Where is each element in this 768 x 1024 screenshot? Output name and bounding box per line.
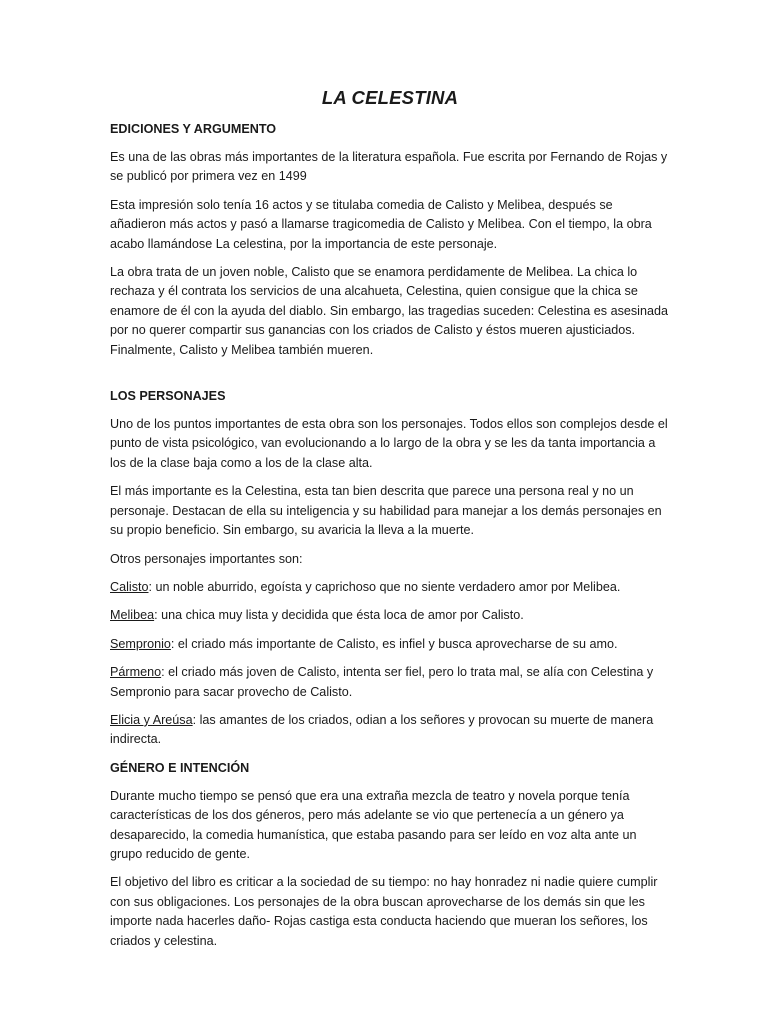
character-name: Elicia y Areúsa bbox=[110, 712, 193, 727]
character-name: Calisto bbox=[110, 579, 149, 594]
paragraph-ediciones-3: La obra trata de un joven noble, Calisto que se enamora perdidamente de Melibea. La chica lo rechaza y él contrata los servicios de una alcahueta, Celestina, quien consigue que la chica se enamore de él con la ayuda del diablo. Sin embargo, las tragedias suceden: Celestina es asesinada por no querer compartir sus ganancias con los criados de Calisto y éstos mueren ajusticiados. Finalmente, Calisto y Melibea también mueren. bbox=[110, 265, 668, 357]
character-name: Melibea bbox=[110, 608, 155, 623]
paragraph-genero-2: El objetivo del libro es criticar a la sociedad de su tiempo: no hay honradez ni nadie quiere cumplir con sus obligaciones. Los personajes de la obra buscan aprovecharse de los demás sin que les importe nada hacerles daño- Rojas castiga esta conducta haciendo que mueran los señores, los criados y celestina. bbox=[110, 875, 658, 948]
character-name: Pármeno bbox=[110, 665, 162, 680]
paragraph-personajes-2: El más importante es la Celestina, esta tan bien descrita que parece una persona real y no un personaje. Destacan de ella su inteligencia y su habilidad para manejar a los demás personajes en su propio beneficio. Sin embargo, su avaricia la lleva a la muerte. bbox=[110, 484, 662, 538]
document-page bbox=[110, 86, 670, 960]
paragraph-genero-1: Durante mucho tiempo se pensó que era una extraña mezcla de teatro y novela porque tenía características de los dos géneros, pero más adelante se vio que pertenecía a un género ya desaparecido, la comedia humanística, que estaba pasando para ser leído en voz alta ante un grupo reducido de gente. bbox=[110, 788, 637, 861]
section-spacer bbox=[110, 369, 670, 387]
character-description: : una chica muy lista y decidida que ésta loca de amor por Calisto. bbox=[154, 608, 524, 623]
character-entry-sempronio bbox=[110, 635, 670, 654]
paragraph-personajes-3: Otros personajes importantes son: bbox=[110, 551, 303, 566]
character-description: : el criado más importante de Calisto, es infiel y busca aprovecharse de su amo. bbox=[170, 636, 618, 651]
character-entry-calisto bbox=[110, 578, 670, 597]
character-entry-parmeno bbox=[110, 663, 670, 702]
character-entry-elicia-areusa bbox=[110, 711, 670, 750]
section-heading-genero: GÉNERO E INTENCIÓN bbox=[110, 760, 250, 775]
character-entry-melibea bbox=[110, 606, 670, 625]
paragraph-ediciones-2: Esta impresión solo tenía 16 actos y se titulaba comedia de Calisto y Melibea, después se añadieron más actos y pasó a llamarse tragicomedia de Calisto y Melibea. Con el tiempo, la obra acabo llamándose La celestina, por la importancia de este personaje. bbox=[110, 197, 652, 251]
section-heading-ediciones: EDICIONES Y ARGUMENTO bbox=[110, 122, 277, 136]
paragraph-personajes-1: Uno de los puntos importantes de esta obra son los personajes. Todos ellos son complejos desde el punto de vista psicológico, van evolucionando a lo largo de la obra y se les da tanta importancia a los de la clase baja como a los de la clase alta. bbox=[110, 417, 668, 470]
section-heading-personajes: LOS PERSONAJES bbox=[110, 389, 226, 404]
paragraph-ediciones-1: Es una de las obras más importantes de la literatura española. Fue escrita por Fernando de Rojas y se publicó por primera vez en 1499 bbox=[110, 150, 668, 184]
character-description: : el criado más joven de Calisto, intenta ser fiel, pero lo trata mal, se alía con Celestina y Sempronio para sacar provecho de Calisto. bbox=[110, 665, 654, 699]
character-description: : las amantes de los criados, odian a los señores y provocan su muerte de manera indirecta. bbox=[110, 712, 654, 747]
character-description: : un noble aburrido, egoísta y caprichoso que no siente verdadero amor por Melibea. bbox=[148, 579, 621, 594]
character-name: Sempronio bbox=[110, 636, 171, 651]
document-title: LA CELESTINA bbox=[321, 87, 459, 108]
